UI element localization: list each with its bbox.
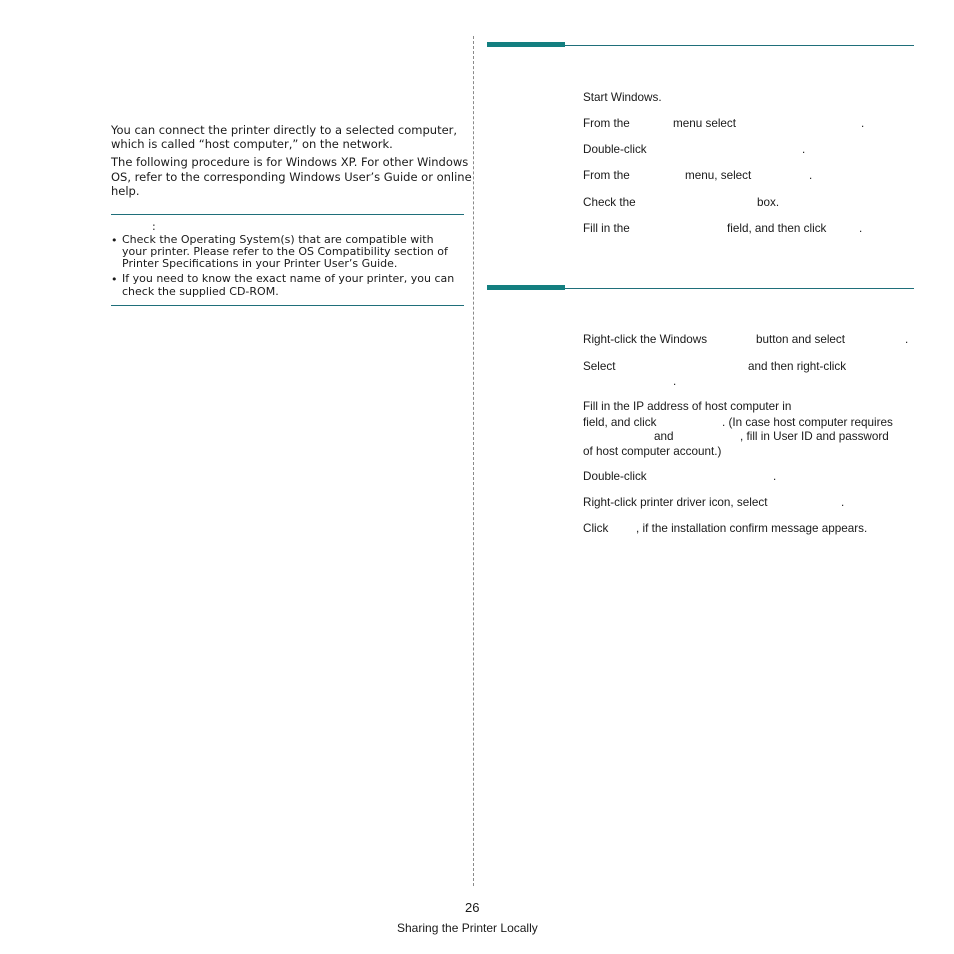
client-step-part: . — [673, 375, 677, 388]
host-step-part: From the — [583, 117, 630, 130]
section-accent-bar — [487, 42, 565, 47]
client-step-part: , if the installation confirm message appears. — [636, 522, 868, 535]
intro-line: The following procedure is for Windows XP. For other Windows — [111, 155, 469, 169]
host-step-part: . — [802, 143, 806, 156]
note-item-line: Check the Operating System(s) that are compatible with — [122, 233, 434, 246]
host-step: Start Windows. — [583, 91, 662, 104]
column-divider — [473, 36, 474, 886]
intro-line: help. — [111, 184, 140, 198]
host-step-part: . — [861, 117, 865, 130]
client-step-part: and — [654, 430, 674, 443]
client-step-part: . — [773, 470, 777, 483]
client-step-part: Double-click — [583, 470, 647, 483]
section-accent-bar — [487, 285, 565, 290]
intro-line: You can connect the printer directly to a selected computer, — [111, 123, 458, 137]
note-bottom-rule — [111, 305, 464, 306]
intro-line: which is called “host computer,” on the network. — [111, 137, 393, 151]
host-step-part: From the — [583, 169, 630, 182]
client-step-part: Right-click the Windows — [583, 333, 708, 346]
client-step-part: of host computer account.) — [583, 445, 722, 458]
note-label-colon: : — [152, 220, 156, 233]
note-top-rule — [111, 214, 464, 215]
client-step-part: field, and click — [583, 416, 657, 429]
note-item-line: your printer. Please refer to the OS Compatibility section of — [122, 245, 448, 258]
note-item-line: check the supplied CD-ROM. — [122, 285, 279, 298]
bullet-icon: • — [111, 234, 118, 247]
host-step-part: Check the — [583, 196, 636, 209]
host-step-part: menu select — [673, 117, 737, 130]
note-item-line: If you need to know the exact name of your printer, you can — [122, 272, 455, 285]
section-rule — [565, 45, 914, 46]
client-step-part: Click — [583, 522, 609, 535]
client-step-part: . (In case host computer requires — [722, 416, 893, 429]
host-step-part: . — [859, 222, 863, 235]
host-step-part: box. — [757, 196, 780, 209]
host-step-part: . — [809, 169, 813, 182]
bullet-icon: • — [111, 273, 118, 286]
client-step-part: Right-click printer driver icon, select — [583, 496, 768, 509]
client-step-part: . — [841, 496, 845, 509]
host-step-part: menu, select — [685, 169, 752, 182]
client-step-part: , fill in User ID and password — [740, 430, 889, 443]
host-step-part: field, and then click — [727, 222, 827, 235]
intro-line: OS, refer to the corresponding Windows User’s Guide or online — [111, 170, 472, 184]
page-number: 26 — [465, 900, 480, 915]
client-step-part: Select — [583, 360, 616, 373]
client-step-part: button and select — [756, 333, 846, 346]
client-step-part: Fill in the IP address of host computer in — [583, 400, 792, 413]
section-rule — [565, 288, 914, 289]
footer-section-title: Sharing the Printer Locally — [397, 921, 538, 935]
note-item-line: Printer Specifications in your Printer User’s Guide. — [122, 257, 398, 270]
host-step-part: Fill in the — [583, 222, 630, 235]
client-step-part: . — [905, 333, 909, 346]
client-step-part: and then right-click — [748, 360, 847, 373]
host-step-part: Double-click — [583, 143, 647, 156]
